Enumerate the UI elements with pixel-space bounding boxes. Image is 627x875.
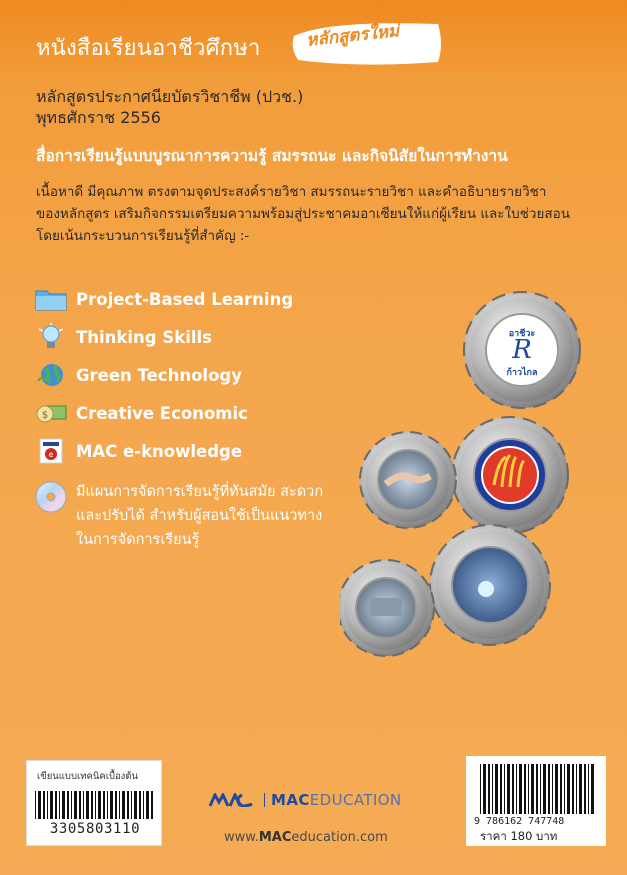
folder-icon <box>34 285 68 313</box>
plan-line: มีแผนการจัดการเรียนรู้ที่ทันสมัย สะดวก <box>76 484 324 500</box>
isbn-number: 9 786162 747748 <box>474 816 565 827</box>
cd-icon <box>34 480 68 514</box>
gear-asean <box>452 417 568 533</box>
feature-item <box>34 280 354 318</box>
feature-item <box>34 318 354 356</box>
mac-e-knowledge-icon <box>34 437 68 465</box>
tagline: สื่อการเรียนรู้แบบบูรณาการความรู้ สมรรถนะ และกิจนิสัยในการทำงาน <box>36 147 508 165</box>
gear-illustration <box>340 290 627 690</box>
feature-label: Creative Economic <box>76 403 248 423</box>
gear-machine <box>340 560 434 656</box>
curriculum-line: หลักสูตรประกาศนียบัตรวิชาชีพ (ปวช.) <box>36 87 304 106</box>
feature-label: Project-Based Learning <box>76 289 294 309</box>
course-barcode-bars <box>35 791 155 819</box>
course-name: เขียนแบบเทคนิคเบื้องต้น <box>37 771 138 782</box>
description <box>36 181 606 247</box>
description-line: เนื้อหาดี มีคุณภาพ ตรงตามจุดประสงค์รายวิชา สมรรถนะรายวิชา และคำอธิบายรายวิชา <box>36 184 547 200</box>
gear-top-letter: R <box>512 335 532 365</box>
curriculum-info <box>36 86 303 128</box>
mac-logo-icon <box>208 793 254 807</box>
money-icon <box>34 399 68 427</box>
svg-text:e: e <box>48 450 54 459</box>
plan-line: ในการจัดการเรียนรู้ <box>76 532 200 548</box>
lightbulb-icon <box>34 323 68 351</box>
new-curriculum-badge: หลักสูตรใหม่ <box>305 21 401 51</box>
course-barcode <box>26 760 162 846</box>
feature-label: Thinking Skills <box>76 327 212 347</box>
description-line: โดยเน้นกระบวนการเรียนรู้ที่สำคัญ :- <box>36 228 250 244</box>
gear-top-line1: อาชีวะ <box>508 329 536 339</box>
website-link[interactable]: www.MACeducation.com <box>224 830 388 845</box>
series-title: หนังสือเรียนอาชีวศึกษา <box>36 36 261 61</box>
curriculum-year: พุทธศักราช 2556 <box>36 108 161 127</box>
gear-top <box>464 292 580 408</box>
svg-text:$: $ <box>41 410 49 421</box>
feature-label: Green Technology <box>76 365 242 385</box>
brand-name: MACEDUCATION <box>271 791 402 809</box>
isbn-barcode <box>466 756 606 846</box>
feature-list <box>34 280 354 470</box>
feature-label: MAC e-knowledge <box>76 441 243 461</box>
isbn-barcode-bars <box>480 764 596 814</box>
gear-welding <box>430 525 550 645</box>
feature-item <box>34 394 354 432</box>
lesson-plan-note <box>34 480 323 552</box>
brand-separator <box>264 793 265 807</box>
gear-handshake <box>360 432 456 528</box>
feature-item <box>34 356 354 394</box>
description-line: ของหลักสูตร เสริมกิจกรรมเตรียมความพร้อมสู่ประชาคมอาเซียนให้แก่ผู้เรียน และใบช่วยสอน <box>36 206 570 222</box>
plan-line: และปรับได้ สำหรับผู้สอนใช้เป็นแนวทาง <box>76 508 323 524</box>
course-code: 3305803110 <box>49 821 141 837</box>
publisher-brand <box>208 791 402 809</box>
feature-item <box>34 432 354 470</box>
globe-icon <box>34 361 68 389</box>
gear-top-line2: ก้าวไกล <box>506 368 538 378</box>
price: ราคา 180 บาท <box>480 829 558 843</box>
